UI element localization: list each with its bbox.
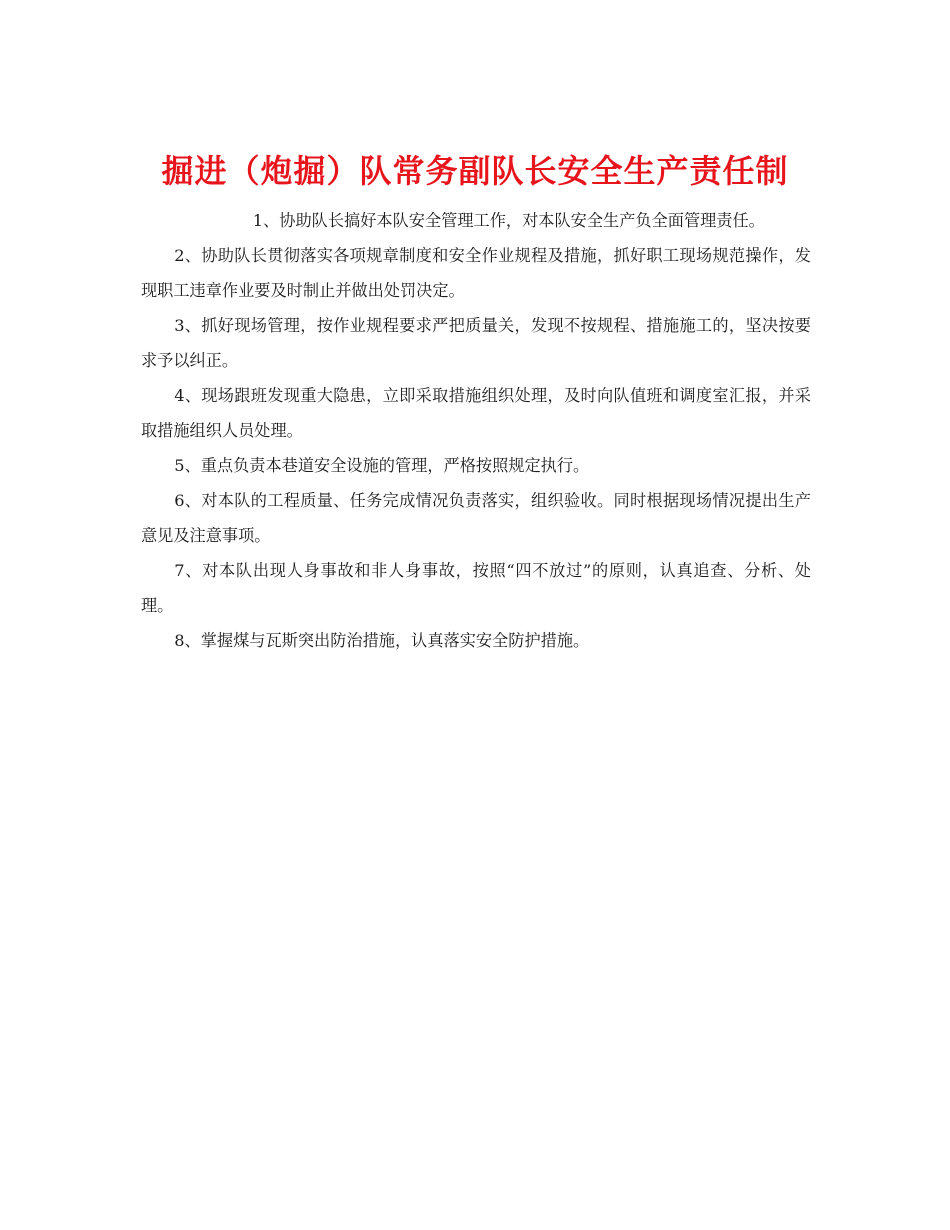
paragraph-6: 6、对本队的工程质量、任务完成情况负责落实，组织验收。同时根据现场情况提出生产意见及注意事项。: [141, 491, 811, 545]
paragraph-8: 8、掌握煤与瓦斯突出防治措施，认真落实安全防护措施。: [174, 631, 590, 650]
paragraph-2: 2、协助队长贯彻落实各项规章制度和安全作业规程及措施，抓好职工现场规范操作，发现职工违章作业要及时制止并做出处罚决定。: [141, 246, 811, 300]
paragraph-4: 4、现场跟班发现重大隐患，立即采取措施组织处理，及时向队值班和调度室汇报，并采取措施组织人员处理。: [141, 386, 811, 440]
page-title: 掘进（炮掘）队常务副队长安全生产责任制: [161, 152, 789, 191]
paragraph-5: 5、重点负责本巷道安全设施的管理，严格按照规定执行。: [174, 456, 590, 475]
paragraph-3: 3、抓好现场管理，按作业规程要求严把质量关，发现不按规程、措施施工的，坚决按要求予以纠正。: [141, 316, 811, 370]
paragraph-7: 7、对本队出现人身事故和非人身事故，按照“四不放过”的原则，认真追查、分析、处理。: [141, 561, 811, 615]
document-body: [141, 203, 811, 658]
paragraph-1: 1、协助队长搞好本队安全管理工作，对本队安全生产负全面管理责任。: [252, 211, 765, 230]
